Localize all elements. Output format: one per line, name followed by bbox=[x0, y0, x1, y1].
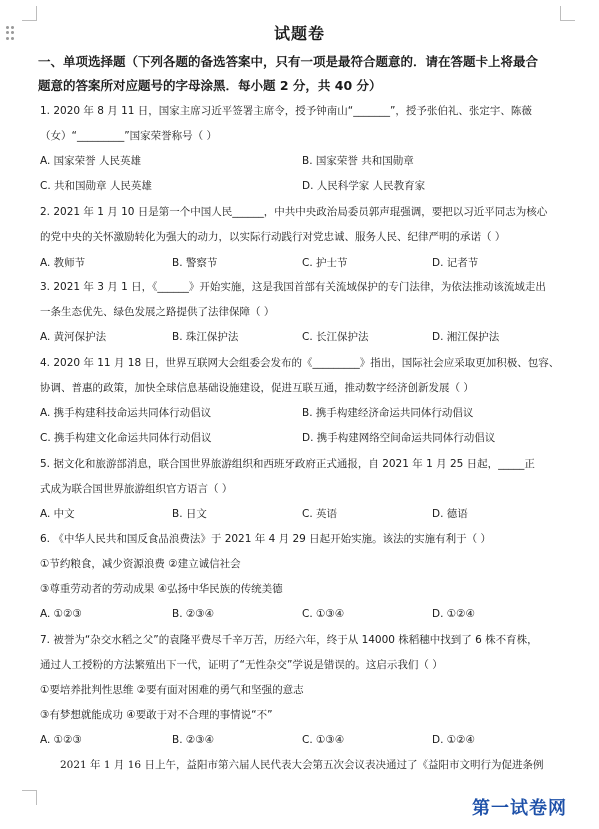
question-1-text-cont: （女）“_________”国家荣誉称号（ ） bbox=[40, 130, 217, 142]
question-3-option-a: A. 黄河保护法 bbox=[40, 331, 107, 343]
question-6-option-a: A. ①②③ bbox=[40, 608, 82, 620]
question-2-option-a: A. 教师节 bbox=[40, 257, 86, 269]
section-heading-line-2: 题意的答案所对应题号的字母涂黑．每小题 2 分，共 40 分） bbox=[38, 78, 382, 93]
question-4-option-c: C. 携手构建文化命运共同体行动倡议 bbox=[40, 432, 212, 444]
question-5-option-c: C. 英语 bbox=[302, 508, 338, 520]
question-7-option-b: B. ②③④ bbox=[172, 734, 215, 746]
question-7-statements-2: ③有梦想就能成功 ④要敢于对不合理的事情说“不” bbox=[40, 709, 273, 721]
question-7-text: 7. 被誉为“杂交水稻之父”的袁隆平费尽千辛万苦，历经六年，终于从 14000 株稻穗中找到了 6 株不育株， bbox=[40, 634, 538, 646]
question-1-text: 1. 2020 年 8 月 11 日，国家主席习近平签署主席令，授予钟南山“_______”，授予张伯礼、张定宇、陈薇 bbox=[40, 105, 532, 117]
question-6-text: 6. 《中华人民共和国反食品浪费法》于 2021 年 4 月 29 日起开始实施。该法的实施有利于（ ） bbox=[40, 533, 491, 545]
question-5-option-a: A. 中文 bbox=[40, 508, 75, 520]
question-4-text: 4. 2020 年 11 月 18 日，世界互联网大会组委会发布的《_________》指出，国际社会应采取更加积极、包容、 bbox=[40, 357, 560, 369]
question-6-statements-1: ①节约粮食，减少资源浪费 ②建立诚信社会 bbox=[40, 558, 241, 570]
question-7-text-cont: 通过人工授粉的方法繁殖出下一代，证明了“无性杂交”学说是错误的。这启示我们（ ） bbox=[40, 659, 443, 671]
question-7-statements-1: ①要培养批判性思维 ②要有面对困难的勇气和坚强的意志 bbox=[40, 684, 304, 696]
question-2-text: 2. 2021 年 1 月 10 日是第一个中国人民______，中共中央政治局委员郭声琨强调，要把以习近平同志为核心 bbox=[40, 206, 548, 218]
question-1-option-d: D. 人民科学家 人民教育家 bbox=[302, 180, 426, 192]
question-1-option-b: B. 国家荣誉 共和国勋章 bbox=[302, 155, 414, 167]
question-2-option-c: C. 护士节 bbox=[302, 257, 348, 269]
question-6-statements-2: ③尊重劳动者的劳动成果 ④弘扬中华民族的传统美德 bbox=[40, 583, 283, 595]
question-4-text-cont: 协调、普惠的政策，加快全球信息基础设施建设，促进互联互通，推动数字经济创新发展（ ） bbox=[40, 382, 474, 394]
question-3-option-b: B. 珠江保护法 bbox=[172, 331, 239, 343]
crop-mark-bottom-left bbox=[22, 790, 37, 805]
page-title: 试题卷 bbox=[273, 24, 325, 43]
question-6-option-b: B. ②③④ bbox=[172, 608, 215, 620]
section-heading-line-1: 一、单项选择题（下列各题的备选答案中，只有一项是最符合题意的．请在答题卡上将最合 bbox=[38, 54, 539, 69]
question-2-option-d: D. 记者节 bbox=[432, 257, 479, 269]
question-3-text-cont: 一条生态优先、绿色发展之路提供了法律保障（ ） bbox=[40, 306, 275, 318]
question-4-option-b: B. 携手构建经济命运共同体行动倡议 bbox=[302, 407, 474, 419]
question-4-option-d: D. 携手构建网络空间命运共同体行动倡议 bbox=[302, 432, 496, 444]
question-1-option-a: A. 国家荣誉 人民英雄 bbox=[40, 155, 142, 167]
site-watermark: 第一试卷网 bbox=[472, 798, 567, 819]
question-3-text: 3. 2021 年 3 月 1 日，《______》开始实施，这是我国首部有关流域保护的专门法律，为依法推动该流域走出 bbox=[40, 281, 546, 293]
crop-mark-top-left bbox=[22, 6, 37, 21]
question-7-option-a: A. ①②③ bbox=[40, 734, 82, 746]
question-7-option-d: D. ①②④ bbox=[432, 734, 475, 746]
question-3-option-d: D. 湘江保护法 bbox=[432, 331, 500, 343]
question-5-text-cont: 式成为联合国世界旅游组织官方语言（ ） bbox=[40, 483, 233, 495]
question-4-option-a: A. 携手构建科技命运共同体行动倡议 bbox=[40, 407, 212, 419]
question-1-option-c: C. 共和国勋章 人民英雄 bbox=[40, 180, 152, 192]
question-2-text-cont: 的党中央的关怀激励转化为强大的动力，以实际行动践行对党忠诚、服务人民、纪律严明的承诺（ ） bbox=[40, 231, 506, 243]
question-7-option-c: C. ①③④ bbox=[302, 734, 345, 746]
question-3-option-c: C. 长江保护法 bbox=[302, 331, 369, 343]
question-5-option-d: D. 德语 bbox=[432, 508, 468, 520]
passage-intro-text: 2021 年 1 月 16 日上午，益阳市第六届人民代表大会第五次会议表决通过了《益阳市文明行为促进条例 bbox=[60, 759, 544, 771]
question-2-option-b: B. 警察节 bbox=[172, 257, 218, 269]
question-5-text: 5. 据文化和旅游部消息，联合国世界旅游组织和西班牙政府正式通报，自 2021 年 1 月 25 日起，_____正 bbox=[40, 458, 535, 470]
crop-mark-top-right bbox=[560, 6, 575, 21]
question-5-option-b: B. 日文 bbox=[172, 508, 207, 520]
question-6-option-d: D. ①②④ bbox=[432, 608, 475, 620]
question-6-option-c: C. ①③④ bbox=[302, 608, 345, 620]
